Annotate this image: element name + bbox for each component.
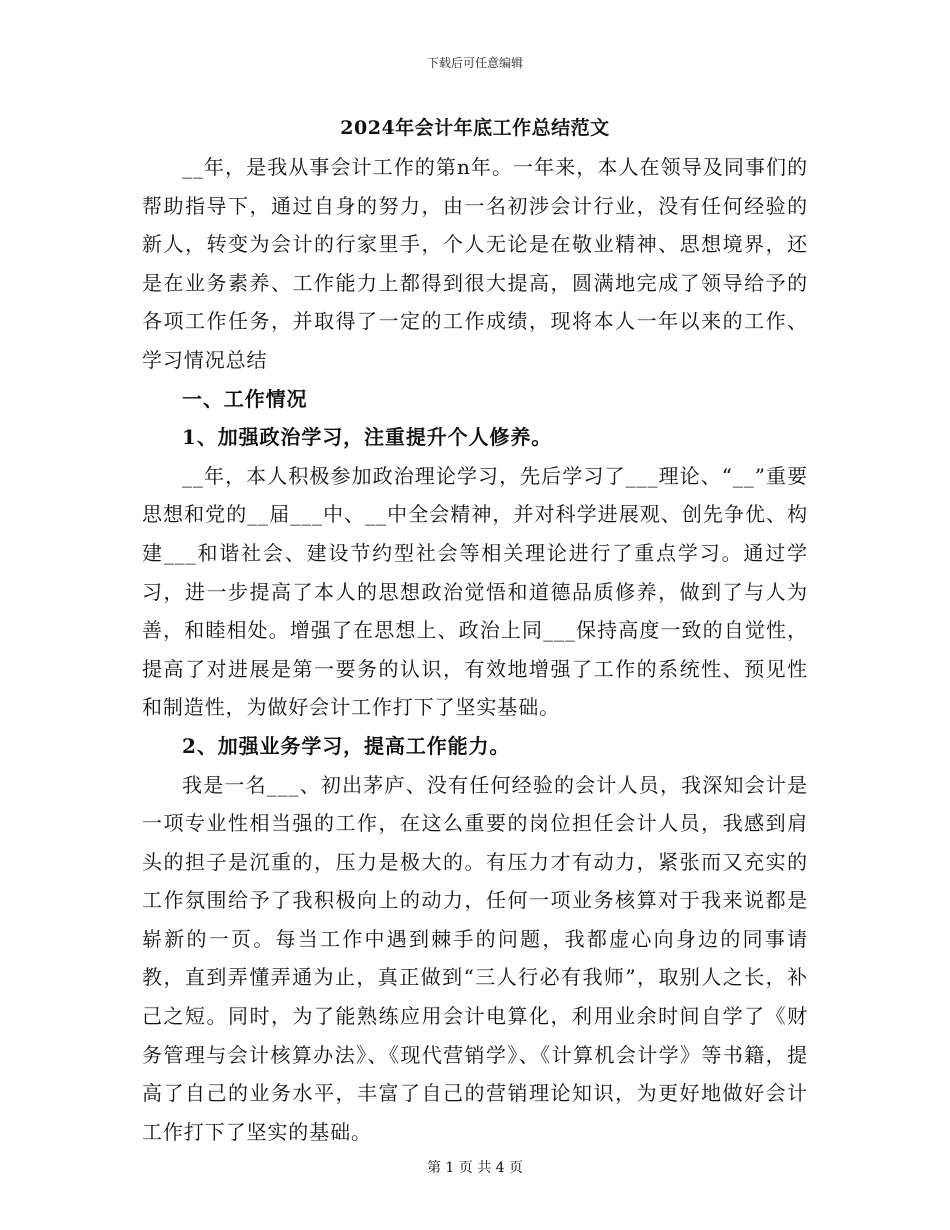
- section-heading-work-status: 一、工作情况: [182, 386, 308, 411]
- subsection-heading-political-study: 1、加强政治学习，注重提升个人修养。: [182, 425, 553, 450]
- political-study-paragraph: __年，本人积极参加政治理论学习，先后学习了___理论、“__”重要思想和党的__届___中、__中全会精神，并对科学进展观、创先争优、构建___和谐社会、建设节约型社会等相关理论进行了重点学习。通过学习，进一步提高了本人的思想政治觉悟和道德品质修养，做到了与人为善，和睦相处。增强了在思想上、政治上同___保持高度一致的自觉性，提高了对进展是第一要务的认识，有效地增强了工作的系统性、预见性和制造性，为做好会计工作打下了坚实基础。: [142, 463, 808, 720]
- document-body: [142, 148, 808, 1151]
- subsection-heading-business-study: 2、加强业务学习，提高工作能力。: [182, 733, 511, 758]
- business-study-paragraph: 我是一名___、初出茅庐、没有任何经验的会计人员，我深知会计是一项专业性相当强的工作，在这么重要的岗位担任会计人员，我感到肩头的担子是沉重的，压力是极大的。有压力才有动力，紧张而又充实的工作氛围给予了我积极向上的动力，任何一项业务核算对于我来说都是崭新的一页。每当工作中遇到棘手的问题，我都虚心向身边的同事请教，直到弄懂弄通为止，真正做到“三人行必有我师”，取别人之长，补己之短。同时，为了能熟练应用会计电算化，利用业余时间自学了《财务管理与会计核算办法》、《现代营销学》、《计算机会计学》等书籍，提高了自己的业务水平，丰富了自己的营销理论知识，为更好地做好会计工作打下了坚实的基础。: [142, 772, 808, 1144]
- document-title: 2024年会计年底工作总结范文: [340, 117, 610, 139]
- intro-paragraph: __年，是我从事会计工作的第n年。一年来，本人在领导及同事们的帮助指导下，通过自身的努力，由一名初涉会计行业，没有任何经验的新人，转变为会计的行家里手，个人无论是在敬业精神、思想境界，还是在业务素养、工作能力上都得到很大提高，圆满地完成了领导给予的各项工作任务，并取得了一定的工作成绩，现将本人一年以来的工作、学习情况总结: [142, 155, 808, 372]
- page-header-note: 下载后可任意编辑: [426, 56, 523, 70]
- page-number-footer: 第 1 页 共 4 页: [426, 1160, 524, 1176]
